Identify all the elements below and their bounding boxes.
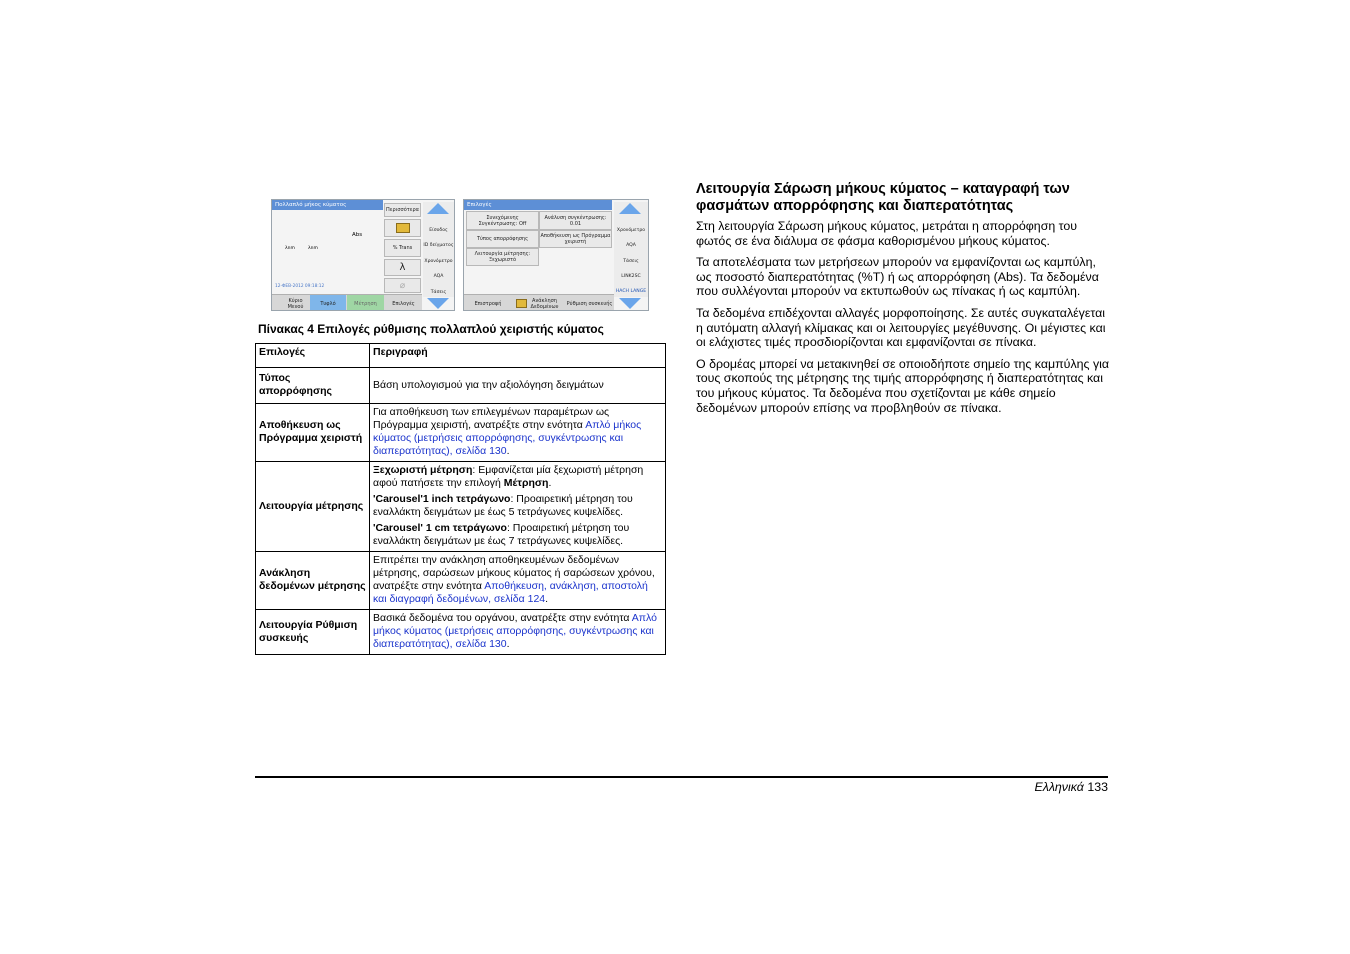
paragraph: Τα αποτελέσματα των μετρήσεων μπορούν να εμφανίζονται ως καμπύλη, ως ποσοστό διαπερατότητας (%T) ή ως απορρόφηση (Abs). Τα δεδομένα που συλλέγονται μπορούν να εκτυπωθούν ως πίνακας ή ως καμπύλη. [696,255,1099,299]
table-row [256,404,666,462]
paragraph: Στη λειτουργία Σάρωση μήκους κύματος, μετράται η απορρόφηση του φωτός σε ένα διάλυμα σε φάσμα καθορισμένου μήκους κύματος. [696,219,1078,248]
table-row [256,462,666,552]
mode-carousel-cm: 'Carousel' 1 cm τετράγωνο: Προαιρετική μέτρηση του εναλλάκτη δειγμάτων με έως 7 τετράγωνες κυψελίδες. [373,522,630,547]
recall-data-button[interactable]: Ανάκληση Δεδομένων [513,295,564,311]
bottom-bar [272,294,422,311]
screenshot-options [463,199,649,311]
paragraph: Τα δεδομένα επιδέχονται αλλαγές μορφοποίησης. Σε αυτές συγκαταλέγεται η αυτόματη αλλαγή κλίμακας και οι λειτουργίες μεγέθυνσης. Οι μέγιστες και οι ελάχιστες τιμές προσδιορίζονται και εμφανίζονται σε πίνακα. [696,305,1106,350]
arrow-down-icon [427,298,449,309]
timestamp: 12-ΦΕΒ-2012 09:18:12 [275,284,325,289]
column-label-2: λnm [308,246,318,251]
screen-title: Επιλογές [464,200,612,210]
side-item-sample-id[interactable]: ID δείγματος [423,243,454,248]
disabled-button: ⌀ [384,278,421,293]
side-item-aqa[interactable]: AQA [626,243,636,248]
table-row [256,610,666,655]
side-item-hach-lange[interactable]: HACH LANGE [615,289,647,294]
options-table [255,343,666,655]
side-item-timer[interactable]: Χρονόμετρο [424,259,453,264]
cross-reference-link[interactable]: Αποθήκευση, ανάκληση, αποστολή και διαγραφή δεδομένων, σελίδα 124 [373,580,648,605]
mode-carousel-inch: 'Carousel'1 inch τετράγωνο: Προαιρετική μέτρηση του εναλλάκτη δειγμάτων με έως 5 τετράγωνες κυψελίδες. [373,493,633,518]
side-item-trends[interactable]: Τάσεις [430,290,447,295]
side-item-timer[interactable]: Χρονόμετρο [616,228,646,233]
percent-trans-button[interactable]: % Trans [384,239,421,257]
side-item-link2sc[interactable]: LINK2SC [621,274,641,279]
back-button[interactable]: Επιστροφή [474,300,502,307]
section-body [696,219,1111,422]
bottom-bar [464,294,614,311]
scroll-down-button[interactable] [619,298,641,309]
screenshot-multi-wavelength [271,199,455,311]
arrow-up-icon [427,203,449,214]
instrument-setup-button[interactable]: Ρύθμιση συσκευής [566,300,613,307]
side-panel [423,202,454,297]
side-panel [614,202,648,297]
footer-language: Ελληνικά [1034,780,1084,794]
row-option: Λειτουργία μέτρησης [256,462,370,552]
scroll-down-button[interactable] [427,298,449,309]
option-absorbance-type[interactable]: Τύπος απορρόφησης [466,230,539,248]
lambda-button[interactable]: λ [384,259,421,276]
section-heading: Λειτουργία Σάρωση μήκους κύματος – καταγραφή των φασμάτων απορρόφησης και διαπερατότητας [696,181,1070,214]
paragraph: Ο δρομέας μπορεί να μετακινηθεί σε οποιοδήποτε σημείο της καμπύλης για τους σκοπούς της μέτρησης της τιμής απορρόφησης ή διαπερατότητας και του μήκους κύματος. Τα δεδομένα που σχετίζονται με κάθε σημείο δεδομένων μπορούν επίσης να προβληθούν σε πίνακα. [696,356,1110,415]
option-concentration-resolution[interactable]: Ανάλυση συγκέντρωσης: 0.01 [539,211,612,230]
row-description [370,462,666,552]
row-description: Βασικά δεδομένα του οργάνου, ανατρέξτε στην ενότητα Απλό μήκος κύματος (μετρήσεις απορρόφησης, συγκέντρωσης και διαπερατότητας), σελίδα 130. [370,610,666,655]
row-description: Για αποθήκευση των επιλεγμένων παραμέτρων ως Πρόγραμμα χειριστή, ανατρέξτε στην ενότητα Απλό μήκος κύματος (μετρήσεις απορρόφησης, συγκέντρωσης και διαπερατότητας), σελίδα 130. [370,404,666,462]
folder-button[interactable] [384,219,421,237]
table-row [256,552,666,610]
folder-icon [396,223,410,233]
option-measurement-mode[interactable]: Λειτουργία μέτρησης: Ξεχωριστό [466,248,539,266]
header-description: Περιγραφή [370,344,666,368]
page-footer [1034,780,1108,794]
arrow-down-icon [619,298,641,309]
more-button[interactable]: Περισσότερα [384,203,421,217]
arrow-up-icon [619,203,641,214]
side-item-input[interactable]: Είσοδος [429,228,448,233]
page-number: 133 [1087,780,1108,794]
blank-button[interactable]: Τυφλό [310,295,346,311]
row-option: Ανάκληση δεδομένων μέτρησης [256,552,370,610]
cross-reference-link[interactable]: Απλό μήκος κύματος (μετρήσεις απορρόφησης, συγκέντρωσης και διαπερατότητας), σελίδα 130 [373,419,642,457]
table-caption: Πίνακας 4 Επιλογές ρύθμισης πολλαπλού χειριστής κύματος [258,322,604,336]
abs-label: Abs [352,232,363,238]
table-row [256,368,666,404]
folder-icon [516,299,527,308]
scroll-up-button[interactable] [427,203,449,214]
mode-single: Ξεχωριστή μέτρηση: Εμφανίζεται μία ξεχωριστή μέτρηση αφού πατήσετε την επιλογή Μέτρηση. [373,464,644,489]
side-item-trends[interactable]: Τάσεις [623,259,639,264]
option-save-as-user-program[interactable]: Αποθήκευση ως Πρόγραμμα χειριστή [539,230,612,248]
measure-button[interactable]: Μέτρηση [347,295,384,311]
screen-title: Πολλαπλό μήκος κύματος [272,200,383,210]
cross-reference-link[interactable]: Απλό μήκος κύματος (μετρήσεις απορρόφησης, συγκέντρωσης και διαπερατότητας), σελίδα 130 [373,612,657,650]
row-description: Επιτρέπει την ανάκληση αποθηκευμένων δεδομένων μέτρησης, σαρώσεων μήκους κύματος ή σαρώσεων χρόνου, ανατρέξτε στην ενότητα Αποθήκευση, ανάκληση, αποστολή και διαγραφή δεδομένων, σελίδα 124. [370,552,666,610]
row-option: Αποθήκευση ως Πρόγραμμα χειριστή [256,404,370,462]
row-option: Τύπος απορρόφησης [256,368,370,404]
option-continuous-concentration[interactable]: Συνεχόμενης Συγκέντρωσης: Off [466,211,539,230]
column-label-1: λnm [285,246,295,251]
header-options: Επιλογές [256,344,370,368]
side-item-aqa[interactable]: AQA [433,274,444,279]
row-option: Λειτουργία Ρύθμιση συσκευής [256,610,370,655]
footer-rule [255,776,1108,778]
home-button[interactable]: Κύριο Μενού [287,297,304,310]
options-button[interactable]: Επιλογές [392,300,415,307]
scroll-up-button[interactable] [619,203,641,214]
table-header-row [256,344,666,368]
row-description: Βάση υπολογισμού για την αξιολόγηση δειγμάτων [370,368,666,404]
